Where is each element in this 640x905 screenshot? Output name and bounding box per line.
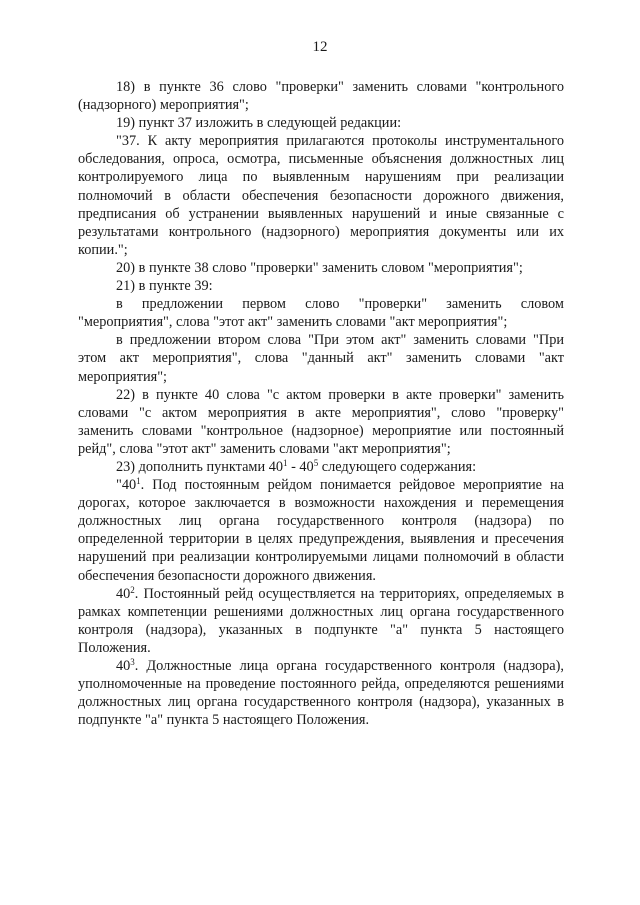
point-40-1-text: . Под постоянным рейдом понимается рейдовое мероприятие на дорогах, которое заключается в возможности нахождения и перемещения должностных лиц органа государственного контроля (надзора) по определенной территории в целях предупреждения, выявления и пресечения нарушений при реализации контролируемыми лицами полномочий в области обеспечения безопасности дорожного движения. — [78, 477, 564, 584]
point-40-3-text: . Должностные лица органа государственного контроля (надзора), уполномоченные на проведение постоянного рейда, определяются решениями должностных лиц органа государственного контроля (надзора), указанных в подпункте "а" пункта 5 настоящего Положения. — [78, 658, 564, 729]
point-40-2-text: . Постоянный рейд осуществляется на территориях, определяемых в рамках компетенции решениями должностных лиц органа государственного контроля (надзора), указанных в подпункте "а" пункта 5 настоящего Положения. — [78, 585, 564, 656]
point-40-2-superscript: 2 — [130, 584, 135, 595]
item-23-superscript-1: 1 — [283, 457, 288, 468]
point-40-1-number: "40 — [116, 477, 137, 494]
paragraph-item-18: 18) в пункте 36 слово "проверки" заменить словами "контрольного (надзорного) мероприятия"; — [78, 79, 564, 114]
item-23-text-after: следующего содержания: — [318, 458, 477, 475]
paragraph-item-21-sentence-2: в предложении втором слова "При этом акт" заменить словами "При этом акт мероприятия", слова "данный акт" заменить словами "акт мероприятия"; — [78, 332, 564, 385]
document-body — [78, 78, 564, 729]
item-23-text-before: 23) дополнить пунктами 40 — [116, 458, 283, 475]
item-23-text-middle: - 40 — [287, 458, 314, 475]
paragraph-point-40-2 — [78, 585, 564, 657]
paragraph-item-20: 20) в пункте 38 слово "проверки" заменить словом "мероприятия"; — [116, 259, 523, 276]
point-40-3-superscript: 3 — [130, 657, 135, 667]
point-40-1-superscript: 1 — [136, 476, 141, 487]
paragraph-item-19: 19) пункт 37 изложить в следующей редакции: — [116, 115, 402, 132]
paragraph-item-23 — [78, 458, 564, 476]
point-40-2-number: 40 — [116, 585, 131, 602]
paragraph-item-21: 21) в пункте 39: — [116, 278, 213, 295]
page-number: 12 — [312, 39, 328, 55]
paragraph-item-22: 22) в пункте 40 слова "с актом проверки в акте проверки" заменить словами "с актом мероприятия в акте мероприятия", слово "проверку" заменить словами "контрольное (надзорное) мероприятие или постоянный рейд", слова "этот акт" заменить словами "акт мероприятия"; — [78, 386, 564, 457]
paragraph-item-21-sentence-1: в предложении первом слово "проверки" заменить словом "мероприятия", слова "этот акт" заменить словами "акт мероприятия"; — [78, 296, 564, 331]
point-40-3-number: 40 — [116, 658, 131, 674]
paragraph-point-40-1 — [78, 476, 564, 585]
paragraph-point-40-3 — [78, 657, 564, 729]
item-23-superscript-5: 5 — [313, 457, 319, 468]
paragraph-point-37: "37. К акту мероприятия прилагаются протоколы инструментального обследования, опроса, осмотра, письменные объяснения должностных лиц контролируемого лица по выявленным нарушениям при реализации полномочий в области обеспечения безопасности дорожного движения, предписания об устранении выявленных нарушений и иные связанные с результатами контрольного (надзорного) мероприятия документы или их копии."; — [78, 133, 564, 258]
